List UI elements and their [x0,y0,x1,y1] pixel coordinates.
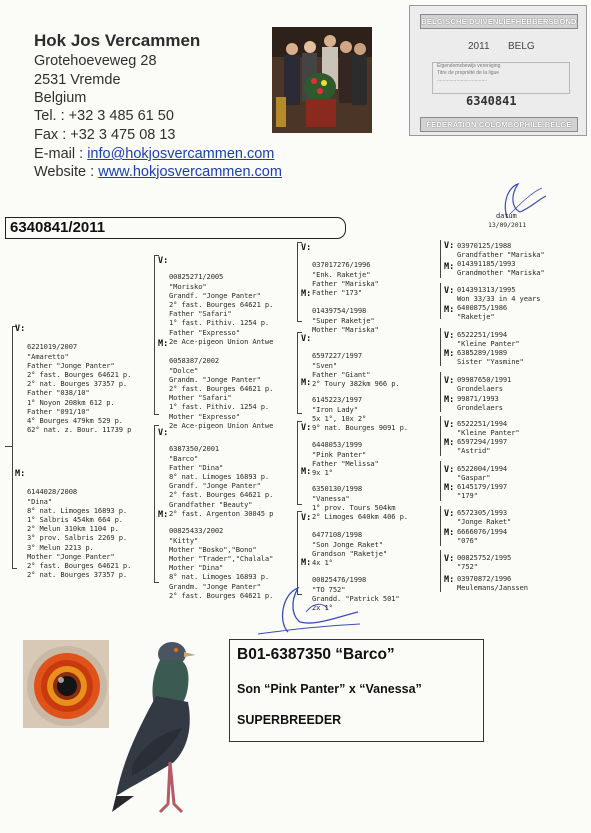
gen3-entry-8: 00825476/1998 "TO 752" Grandd. "Patrick 501" 2x 1° [312,575,400,613]
gen3-entry-1: 037017276/1996 "Enk. Raketje" Father "Mariska" Father "173" [312,260,379,298]
gen4-entry: 6522251/1994 "Kleine Panter" [457,419,520,438]
date-value: 13/09/2011 [488,221,527,229]
gen1-mother: 6144028/2008 "Dina" 8° nat. Limoges 16893 p. 1° Salbris 454km 664 p. 2° Melun 310km 1104 p. 3° prov. Salbris 2269 p. 3° Melun 2213 p. Mother "Jonge Panter" 2° fast. Bourges 64621 p. 2° nat. Bourges 37357 p. [27,487,132,580]
email-label: E-mail : [34,146,84,162]
gen1-father: 6221019/2007 "Amaretto" Father "Jonge Panter" 2° fast. Bourges 64621 p. 2° nat. Bourges 37357 p. Father "038/10" 1° Noyon 208km 612 p. Father "091/10" 4° Bourges 479km 529 p. 62° nat. z. Bour. 11739 p [27,342,132,435]
gen3-marker: M: [301,558,312,568]
line [440,506,441,546]
line [297,242,298,322]
line [154,255,155,415]
line [12,568,17,569]
address-city: 2531 Vremde [34,72,121,88]
gen4-entry: 6522251/1994 "Kleine Panter" [457,330,520,349]
gen4-entry: 03970125/1988 Grandfather "Mariska" [457,241,545,260]
gen3-entry-7: 6477108/1998 "Son Jonge Raket" Grandson "Raketje" 4x 1° [312,530,388,568]
pigeon-parents: Son “Pink Panter” x “Vanessa” [237,682,422,696]
fax-row [34,127,176,143]
gen4-marker: V: [444,554,455,564]
address-street: Grotehoeveweg 28 [34,53,157,69]
line [440,328,441,366]
gen4-entry: 6400875/1986 "Raketje" [457,303,508,322]
gen2-entry-3: 6387350/2001 "Barco" Father "Dina" 8° nat. Limoges 16893 p. Grandf. "Jonge Panter" 2° fast. Bourges 64621 p. Grandfather "Beauty" 2° fast. Argenton 30045 p [169,444,274,518]
gen4-entry: 03970872/1996 Meulemans/Janssen [457,574,528,593]
gen3-marker: V: [301,513,312,523]
gen3-entry-2: 01439754/1998 "Super Raketje" Mother "Mariska" [312,306,379,334]
telephone-row [34,108,174,124]
line [297,421,302,422]
line [297,421,298,505]
gen3-entry-6: 6350130/1998 "Vanessa" 1° prov. Tours 504km 2° Limoges 640km 406 p. [312,484,408,522]
gen4-marker: V: [444,376,455,386]
gen4-marker: M: [444,575,455,585]
ring-certificate [409,5,587,136]
pigeon-name: B01-6387350 “Barco” [237,646,395,663]
owner-name: Hok Jos Vercammen [34,31,201,50]
website-row [34,164,282,180]
gen4-marker: V: [444,465,455,475]
gen4-marker: M: [444,528,455,538]
gen4-entry: 6572305/1993 "Jonge Raket" [457,508,512,527]
website-link[interactable]: www.hokjosvercammen.com [98,164,282,180]
gen2-marker: M: [158,339,169,349]
tel-number: +32 3 485 61 50 [68,108,174,124]
gen4-marker: M: [444,262,455,272]
gen2-marker: V: [158,256,169,266]
gen4-marker: M: [444,349,455,359]
gen3-entry-4: 6145223/1997 "Iron Lady" 5x 1°, 10x 2° 9° nat. Bourges 9091 p. [312,395,408,433]
bottom-signature [248,582,368,642]
gen3-entry-5: 6448053/1999 "Pink Panter" Father "Melissa" 9x 1° [312,440,379,478]
certificate-country: BELG [508,41,535,52]
gen3-marker: M: [301,378,312,388]
team-photo [272,27,372,133]
line [154,425,155,583]
gen3-marker: M: [301,467,312,477]
gen4-marker: V: [444,241,455,251]
gen4-entry: 6522004/1994 "Gaspar" [457,464,508,483]
email-row [34,146,274,162]
gen2-marker: V: [158,428,169,438]
email-link[interactable]: info@hokjosvercammen.com [87,146,275,162]
pigeon-photo [112,636,212,824]
line [12,326,13,568]
gen4-marker: M: [444,395,455,405]
certificate-fine-print: Eigendomsbewijs vereniging Titre de propriété de la ligue .................................... [432,62,570,94]
gen3-marker: V: [301,243,312,253]
gen1-mother-marker: M: [15,469,26,479]
gen4-entry: 00825752/1995 "752" [457,553,512,572]
gen4-marker: V: [444,286,455,296]
gen4-marker: M: [444,305,455,315]
line [297,504,302,505]
gen4-entry: 6385289/1989 Sister "Yasmine" [457,348,524,367]
gen4-marker: V: [444,420,455,430]
gen4-marker: M: [444,483,455,493]
line [297,413,302,414]
certificate-top-band: BELGISCHE DUIVENLIEFHEBBERSBOND [420,14,578,29]
gen1-father-marker: V: [15,324,26,334]
gen3-marker: M: [301,289,312,299]
gen2-entry-2: 6058387/2002 "Dolce" Grandm. "Jonge Panter" 2° fast. Bourges 64621 p. Mother "Safari" 1° fast. Pithiv. 1254 p. Mother "Expresso" 2e Ace-pigeon Union Antwe [169,356,274,430]
line [440,550,441,592]
gen3-entry-3: 6597227/1997 "Sven" Father "Giant" 2° Toury 382km 966 p. [312,351,400,389]
fax-label: Fax : [34,127,67,143]
eye-photo [23,640,109,728]
gen2-entry-1: 00825271/2005 "Morisko" Grandf. "Jonge Panter" 2° fast. Bourges 64621 p. Father "Safari" 1° fast. Pithiv. 1254 p. Father "Expresso" 2e Ace-pigeon Union Antwe [169,272,274,346]
website-label: Website : [34,164,95,180]
line [440,416,441,456]
line [297,321,302,322]
gen3-marker: V: [301,334,312,344]
gen2-marker: M: [158,510,169,520]
fax-number: +32 3 475 08 13 [70,127,176,143]
gen4-entry: 6597294/1997 "Astrid" [457,437,508,456]
certificate-ring-number: 6340841 [466,94,517,108]
gen4-marker: M: [444,438,455,448]
line [440,461,441,501]
certificate-bottom-band: FEDERATION COLOMBOPHILE BELGE [420,117,578,132]
address-country: Belgium [34,90,87,106]
pigeon-title: SUPERBREEDER [237,713,342,727]
gen4-entry: 014391313/1995 Won 33/33 in 4 years [457,285,541,304]
line [154,425,159,426]
line [297,511,302,512]
gen2-entry-4: 00825433/2002 "Kitty" Mother "Bosko","Bono" Mother "Trader","Chalala" Mother "Dina" 8° nat. Limoges 16893 p. Grandm. "Jonge Panter" 2° fast. Bourges 64621 p. [169,526,274,600]
tel-label: Tel. : [34,108,65,124]
gen4-marker: V: [444,331,455,341]
gen4-entry: 09987650/1991 Grondelaers [457,375,512,394]
line [297,332,298,414]
ring-number-text: 6340841/2011 [10,219,106,236]
gen4-entry: 014391185/1993 Grandmother "Mariska" [457,259,545,278]
date-label: datum [496,212,517,220]
gen3-marker: V: [301,423,312,433]
line [154,582,159,583]
gen4-marker: V: [444,509,455,519]
line [440,372,441,412]
certificate-year: 2011 [468,41,490,52]
gen4-entry: 99871/1993 Grondelaers [457,394,503,413]
line [297,332,302,333]
gen4-entry: 6666076/1994 "076" [457,527,508,546]
gen4-entry: 6145179/1997 "179" [457,482,508,501]
line [440,283,441,319]
line [154,414,159,415]
line [440,240,441,278]
